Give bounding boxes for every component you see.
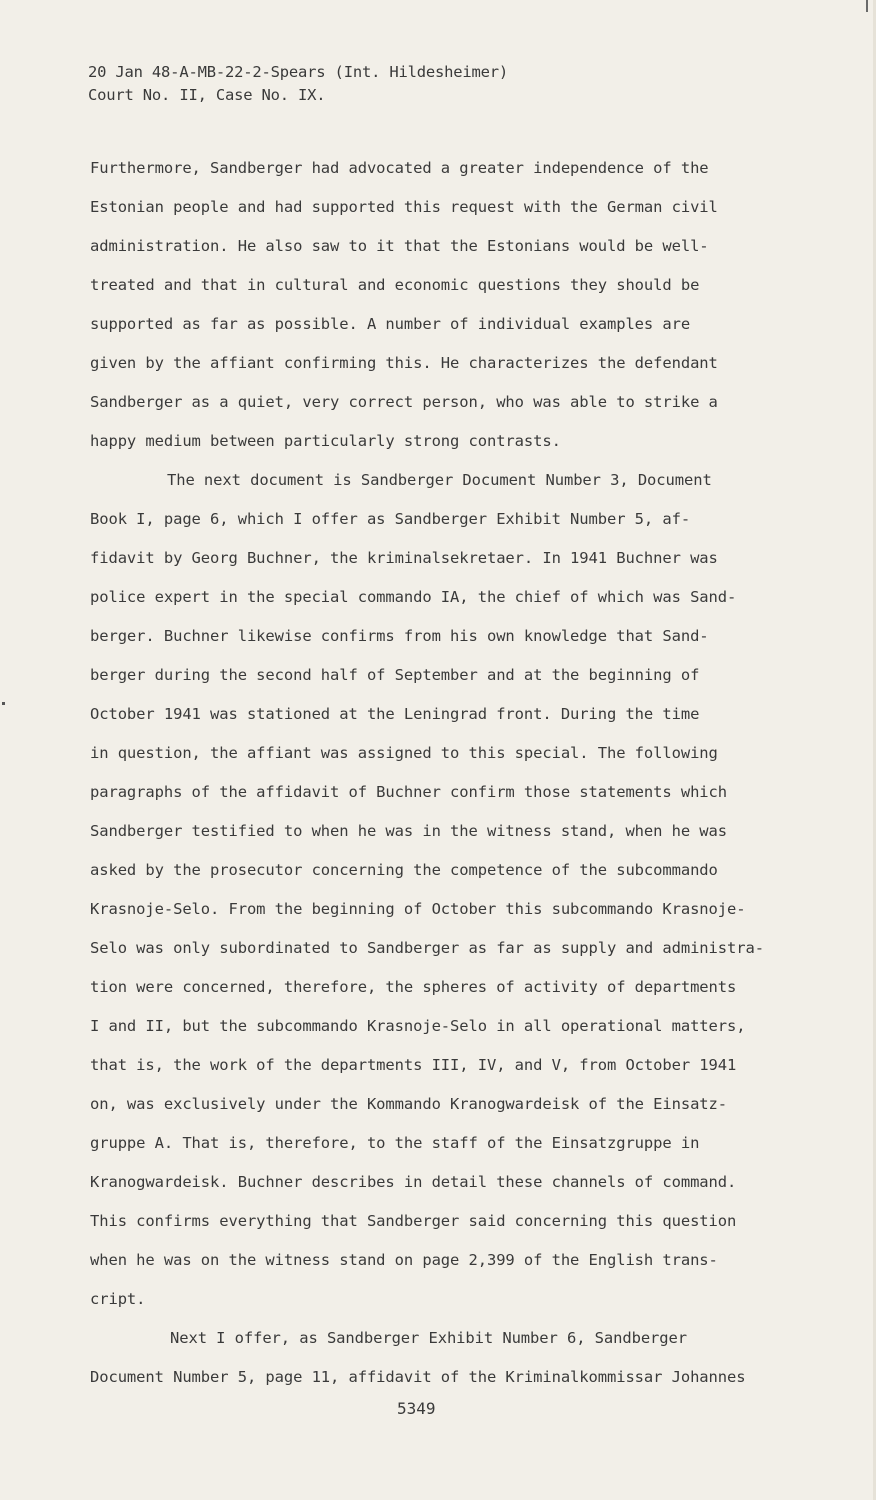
document-header	[88, 61, 508, 107]
body-line: asked by the prosecutor concerning the competence of the subcommando	[90, 861, 718, 879]
body-line: October 1941 was stationed at the Leningrad front. During the time	[90, 705, 700, 723]
body-line: given by the affiant confirming this. He characterizes the defendant	[90, 354, 718, 372]
body-line: Krasnoje-Selo. From the beginning of October this subcommando Krasnoje-	[90, 900, 746, 918]
body-line: when he was on the witness stand on page 2,399 of the English trans-	[90, 1251, 718, 1269]
body-line: happy medium between particularly strong contrasts.	[90, 432, 561, 450]
body-line: Kranogwardeisk. Buchner describes in detail these channels of command.	[90, 1173, 737, 1191]
body-line: cript.	[90, 1290, 146, 1308]
body-line: berger. Buchner likewise confirms from his own knowledge that Sand-	[90, 627, 709, 645]
body-line: Book I, page 6, which I offer as Sandberger Exhibit Number 5, af-	[90, 510, 691, 528]
body-line: I and II, but the subcommando Krasnoje-Selo in all operational matters,	[90, 1017, 746, 1035]
body-line: berger during the second half of September and at the beginning of	[90, 666, 700, 684]
body-line: Selo was only subordinated to Sandberger as far as supply and administra-	[90, 939, 764, 957]
page-number: 5349	[397, 1399, 436, 1418]
body-line: supported as far as possible. A number of individual examples are	[90, 315, 691, 333]
body-line: Estonian people and had supported this request with the German civil	[90, 198, 718, 216]
body-line: Document Number 5, page 11, affidavit of the Kriminalkommissar Johannes	[90, 1368, 746, 1386]
body-line: fidavit by Georg Buchner, the kriminalsekretaer. In 1941 Buchner was	[90, 549, 718, 567]
margin-mark	[2, 702, 5, 705]
body-line: tion were concerned, therefore, the spheres of activity of departments	[90, 978, 737, 996]
body-line: The next document is Sandberger Document Number 3, Document	[167, 471, 712, 489]
header-line-1: 20 Jan 48-A-MB-22-2-Spears (Int. Hildesheimer)	[88, 63, 509, 81]
body-line: that is, the work of the departments III, IV, and V, from October 1941	[90, 1056, 737, 1074]
body-line: Sandberger as a quiet, very correct person, who was able to strike a	[90, 393, 718, 411]
body-line: administration. He also saw to it that the Estonians would be well-	[90, 237, 709, 255]
body-line: police expert in the special commando IA, the chief of which was Sand-	[90, 588, 737, 606]
body-line: Next I offer, as Sandberger Exhibit Number 6, Sandberger	[170, 1329, 687, 1347]
body-line: in question, the affiant was assigned to this special. The following	[90, 744, 718, 762]
header-line-2: Court No. II, Case No. IX.	[88, 86, 326, 104]
body-line: paragraphs of the affidavit of Buchner confirm those statements which	[90, 783, 727, 801]
body-line: This confirms everything that Sandberger said concerning this question	[90, 1212, 737, 1230]
corner-mark	[866, 0, 868, 12]
body-line: Furthermore, Sandberger had advocated a greater independence of the	[90, 159, 709, 177]
body-line: on, was exclusively under the Kommando Kranogwardeisk of the Einsatz-	[90, 1095, 727, 1113]
body-line: gruppe A. That is, therefore, to the staff of the Einsatzgruppe in	[90, 1134, 700, 1152]
body-line: Sandberger testified to when he was in the witness stand, when he was	[90, 822, 727, 840]
body-line: treated and that in cultural and economic questions they should be	[90, 276, 700, 294]
